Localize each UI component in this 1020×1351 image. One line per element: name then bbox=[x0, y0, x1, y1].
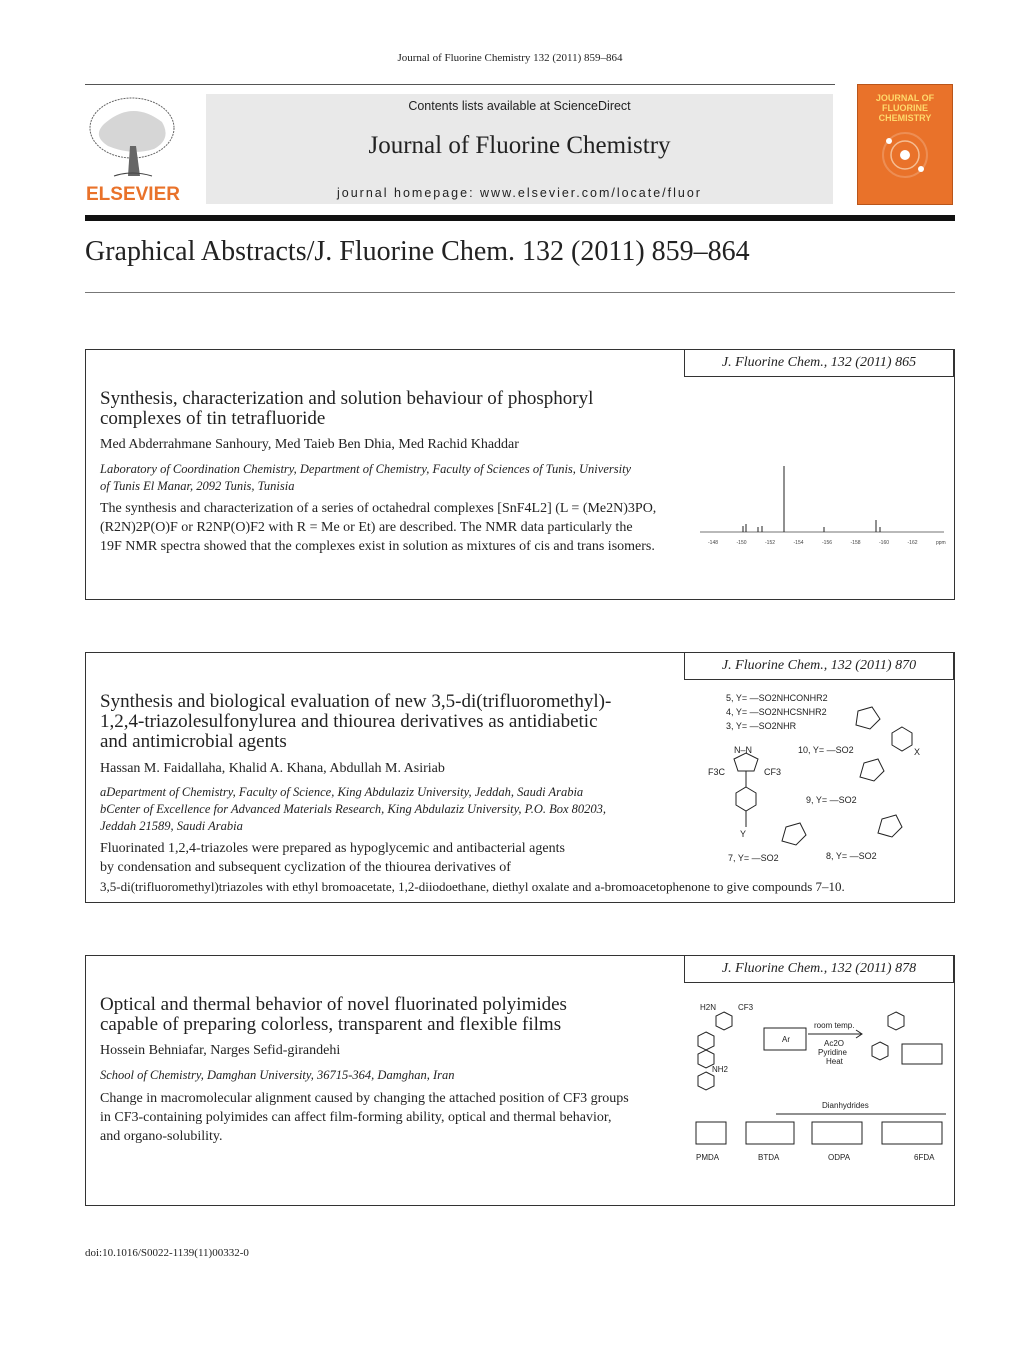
scheme-label: PMDA bbox=[696, 1153, 720, 1162]
spectrum-tick-label: -152 bbox=[765, 540, 776, 546]
article-authors: Hassan M. Faidallaha, Khalid A. Khana, Abdullah M. Asiriab bbox=[100, 761, 445, 776]
cover-title: JOURNAL OF FLUORINE CHEMISTRY bbox=[875, 93, 935, 123]
doi-footer[interactable]: doi:10.1016/S0022-1139(11)00332-0 bbox=[85, 1247, 249, 1259]
abstract-line: (R2N)2P(O)F or R2NP(O)F2 with R = Me or Et) are described. The NMR data particularly the bbox=[100, 520, 633, 535]
affiliation-line: bCenter of Excellence for Advanced Materials Research, King Abdulaziz University, P.O. Box 80203, bbox=[100, 802, 607, 816]
scheme-label: Y bbox=[740, 829, 747, 839]
spectrum-tick-label: -154 bbox=[793, 540, 804, 546]
article-title[interactable] bbox=[100, 692, 611, 752]
scheme-label: 3, Y= —SO2NHR bbox=[726, 721, 797, 731]
6fda-structure bbox=[882, 1122, 942, 1144]
title-rule bbox=[85, 292, 955, 293]
article-box-1 bbox=[85, 349, 955, 600]
article-citation[interactable]: J. Fluorine Chem., 132 (2011) 870 bbox=[684, 652, 954, 680]
scheme-label: 9, Y= —SO2 bbox=[806, 795, 857, 805]
article-title[interactable] bbox=[100, 389, 593, 429]
article-box-3 bbox=[85, 955, 955, 1206]
title-line: Synthesis, characterization and solution behaviour of phosphoryl bbox=[100, 388, 594, 409]
benzene-ring bbox=[888, 1012, 904, 1030]
abstract-line: 3,5-di(trifluoromethyl)triazoles with ethyl bromoacetate, 1,2-diiodoethane, diethyl oxalate and a-bromoacetophenone to give compounds 7–10. bbox=[100, 879, 845, 894]
thiazolidine-ring bbox=[878, 815, 902, 837]
journal-title: Journal of Fluorine Chemistry bbox=[368, 132, 671, 159]
abstract-line: by condensation and subsequent cyclization of the thiourea derivatives of bbox=[100, 860, 511, 875]
scheme-label: Ar bbox=[782, 1035, 790, 1044]
abstract-line: The synthesis and characterization of a series of octahedral complexes [SnF4L2] (L = (Me2N)3PO, bbox=[100, 501, 657, 516]
benzene-ring bbox=[698, 1072, 714, 1090]
spectrum-tick-label: -160 bbox=[879, 540, 890, 546]
naphthalene-ring bbox=[698, 1032, 714, 1050]
thiazolidinone-ring bbox=[782, 823, 806, 845]
affiliation-line: Jeddah 21589, Saudi Arabia bbox=[100, 819, 243, 833]
journal-cover[interactable] bbox=[857, 84, 953, 205]
page-title: Graphical Abstracts/J. Fluorine Chem. 132 (2011) 859–864 bbox=[85, 236, 750, 267]
scheme-label: room temp. bbox=[814, 1021, 855, 1030]
scheme-label: X bbox=[914, 747, 921, 757]
article-box-2 bbox=[85, 652, 955, 903]
article-affiliation bbox=[100, 784, 606, 835]
scheme-label: 6FDA bbox=[914, 1153, 935, 1162]
spectrum-tick-label: ppm bbox=[936, 540, 946, 546]
imide-ring bbox=[902, 1044, 942, 1064]
spectrum-tick-label: -162 bbox=[907, 540, 918, 546]
abstract-line: Fluorinated 1,2,4-triazoles were prepared as hypoglycemic and antibacterial agents bbox=[100, 841, 565, 856]
benzene-ring bbox=[716, 1012, 732, 1030]
scheme-label: ODPA bbox=[828, 1153, 851, 1162]
article-citation[interactable]: J. Fluorine Chem., 132 (2011) 865 bbox=[684, 349, 954, 377]
scheme-label: Heat bbox=[826, 1057, 843, 1066]
scheme-label: Pyridine bbox=[818, 1048, 847, 1057]
top-rule bbox=[85, 84, 835, 85]
article-abstract bbox=[100, 499, 660, 556]
title-line: capable of preparing colorless, transparent and flexible films bbox=[100, 1014, 562, 1035]
scheme-label: NH2 bbox=[712, 1065, 729, 1074]
abstract-line: in CF3-containing polyimides can affect film-forming ability, optical and thermal behavior, bbox=[100, 1110, 612, 1125]
header-thick-rule bbox=[85, 215, 955, 221]
article-abstract bbox=[100, 1089, 668, 1146]
article-authors: Med Abderrahmane Sanhoury, Med Taieb Ben Dhia, Med Rachid Khaddar bbox=[100, 437, 519, 452]
journal-banner bbox=[206, 94, 833, 204]
scheme-label: N–N bbox=[734, 745, 753, 755]
scheme-triazole-derivatives bbox=[698, 689, 950, 869]
scheme-label: CF3 bbox=[738, 1003, 754, 1012]
scheme-label: CF3 bbox=[764, 767, 782, 777]
cover-molecule-icon bbox=[858, 85, 952, 204]
article-citation[interactable]: J. Fluorine Chem., 132 (2011) 878 bbox=[684, 955, 954, 983]
running-head: Journal of Fluorine Chemistry 132 (2011) 859–864 bbox=[397, 52, 623, 64]
scheme-label: Dianhydrides bbox=[822, 1101, 869, 1110]
affiliation-line: Laboratory of Coordination Chemistry, Department of Chemistry, Faculty of Sciences of Tunis, University bbox=[100, 462, 632, 476]
title-line: Optical and thermal behavior of novel fluorinated polyimides bbox=[100, 994, 567, 1015]
elsevier-logo[interactable] bbox=[84, 94, 182, 204]
affiliation-line: aDepartment of Chemistry, Faculty of Science, King Abdulaziz University, Jeddah, Saudi Arabia bbox=[100, 785, 584, 799]
elsevier-tree-icon bbox=[84, 94, 182, 204]
spectrum-tick-label: -150 bbox=[736, 540, 747, 546]
spectrum-tick-label: -156 bbox=[822, 540, 833, 546]
affiliation-line: of Tunis El Manar, 2092 Tunis, Tunisia bbox=[100, 479, 295, 493]
benzene-ring bbox=[736, 787, 756, 811]
publisher-name: ELSEVIER bbox=[86, 184, 180, 204]
triazole-ring bbox=[734, 753, 758, 771]
thiazole-ring bbox=[856, 707, 880, 729]
btda-structure bbox=[746, 1122, 794, 1144]
scheme-label: Ac2O bbox=[824, 1039, 845, 1048]
scheme-label: 4, Y= —SO2NHCSNHR2 bbox=[726, 707, 827, 717]
scheme-label: 7, Y= —SO2 bbox=[728, 853, 779, 863]
affiliation-line: School of Chemistry, Damghan University, 36715-364, Damghan, Iran bbox=[100, 1068, 455, 1082]
article-affiliation bbox=[100, 461, 631, 495]
pmda-structure bbox=[696, 1122, 726, 1144]
abstract-line: Change in macromolecular alignment caused by changing the attached position of CF3 groups bbox=[100, 1091, 629, 1106]
nmr-spectrum-figure bbox=[698, 460, 948, 560]
article-authors: Hossein Behniafar, Narges Sefid-girandehi bbox=[100, 1043, 341, 1058]
spectrum-tick-label: -158 bbox=[850, 540, 861, 546]
thiazolidinone-ring bbox=[860, 759, 884, 781]
scheme-label: F3C bbox=[708, 767, 726, 777]
title-line: Synthesis and biological evaluation of new 3,5-di(trifluoromethyl)- bbox=[100, 691, 612, 712]
title-line: and antimicrobial agents bbox=[100, 731, 287, 752]
abstract-line: and organo-solubility. bbox=[100, 1129, 223, 1144]
scheme-label: 8, Y= —SO2 bbox=[826, 851, 877, 861]
title-line: 1,2,4-triazolesulfonylurea and thiourea derivatives as antidiabetic bbox=[100, 711, 598, 732]
scheme-label: BTDA bbox=[758, 1153, 780, 1162]
benzene-ring bbox=[892, 727, 912, 751]
article-title[interactable] bbox=[100, 995, 567, 1035]
scheme-polyimide-synthesis bbox=[686, 992, 950, 1167]
odpa-structure bbox=[812, 1122, 862, 1144]
scheme-label: 10, Y= —SO2 bbox=[798, 745, 854, 755]
scheme-label: 5, Y= —SO2NHCONHR2 bbox=[726, 693, 828, 703]
title-line: complexes of tin tetrafluoride bbox=[100, 408, 326, 429]
naphthalene-ring bbox=[698, 1050, 714, 1068]
article-affiliation bbox=[100, 1067, 455, 1084]
abstract-line: 19F NMR spectra showed that the complexes exist in solution as mixtures of cis and trans isomers. bbox=[100, 539, 655, 554]
spectrum-tick-label: -148 bbox=[708, 540, 719, 546]
contents-available-text[interactable]: Contents lists available at ScienceDirect bbox=[408, 99, 631, 113]
journal-homepage-link[interactable]: journal homepage: www.elsevier.com/locate/fluor bbox=[337, 186, 702, 200]
naphthalene-ring bbox=[872, 1042, 888, 1060]
scheme-label: H2N bbox=[700, 1003, 717, 1012]
